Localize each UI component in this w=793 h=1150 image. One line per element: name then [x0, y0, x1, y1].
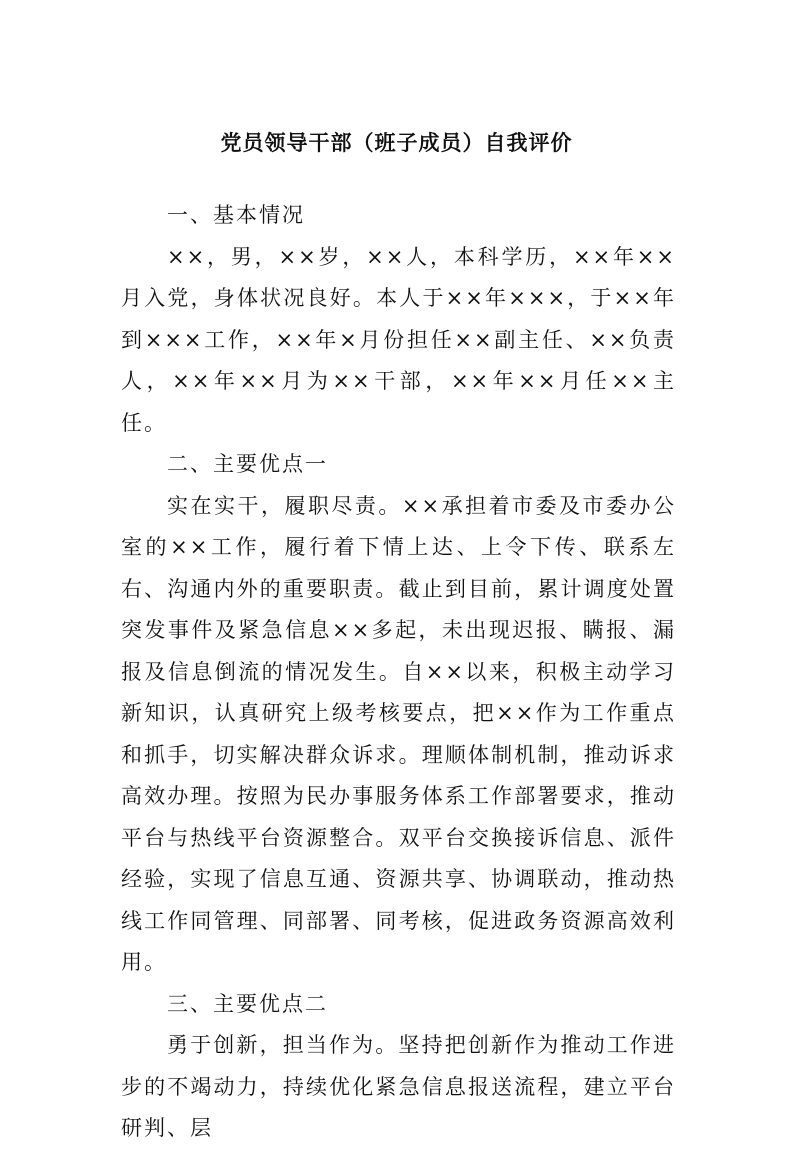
section-paragraph-strength-one: 实在实干，履职尽责。××承担着市委及市委办公室的××工作，履行着下情上达、上令下传、联系左右、沟通内外的重要职责。截止到目前，累计调度处置突发事件及紧急信息××多起，未出现迟报、瞒报、漏报及信息倒流的情况发生。自××以来，积极主动学习新知识，认真研究上级考核要点，把××作为工作重点和抓手，切实解决群众诉求。理顺体制机制，推动诉求高效办理。按照为民办事服务体系工作部署要求，推动平台与热线平台资源整合。双平台交换接诉信息、派件经验，实现了信息互通、资源共享、协调联动，推动热线工作同管理、同部署、同考核，促进政务资源高效利用。 [121, 493, 676, 974]
document-body [121, 195, 676, 1150]
document-title: 党员领导干部（班子成员）自我评价 [220, 131, 573, 155]
section-paragraph-basic-info: ××，男，××岁，××人，本科学历，××年××月入党，身体状况良好。本人于××年×××，于××年到×××工作，××年×月份担任××副主任、××负责人，××年××月为××干部，××年××月任××主任。 [121, 244, 676, 435]
section-paragraph-strength-two: 勇于创新，担当作为。坚持把创新作为推动工作进步的不竭动力，持续优化紧急信息报送流程，建立平台研判、层 [121, 1033, 676, 1140]
section-heading-basic-info: 一、基本情况 [167, 203, 305, 227]
section-heading-strength-one: 二、主要优点一 [167, 452, 328, 476]
section-heading-strength-two: 三、主要优点二 [167, 991, 328, 1016]
